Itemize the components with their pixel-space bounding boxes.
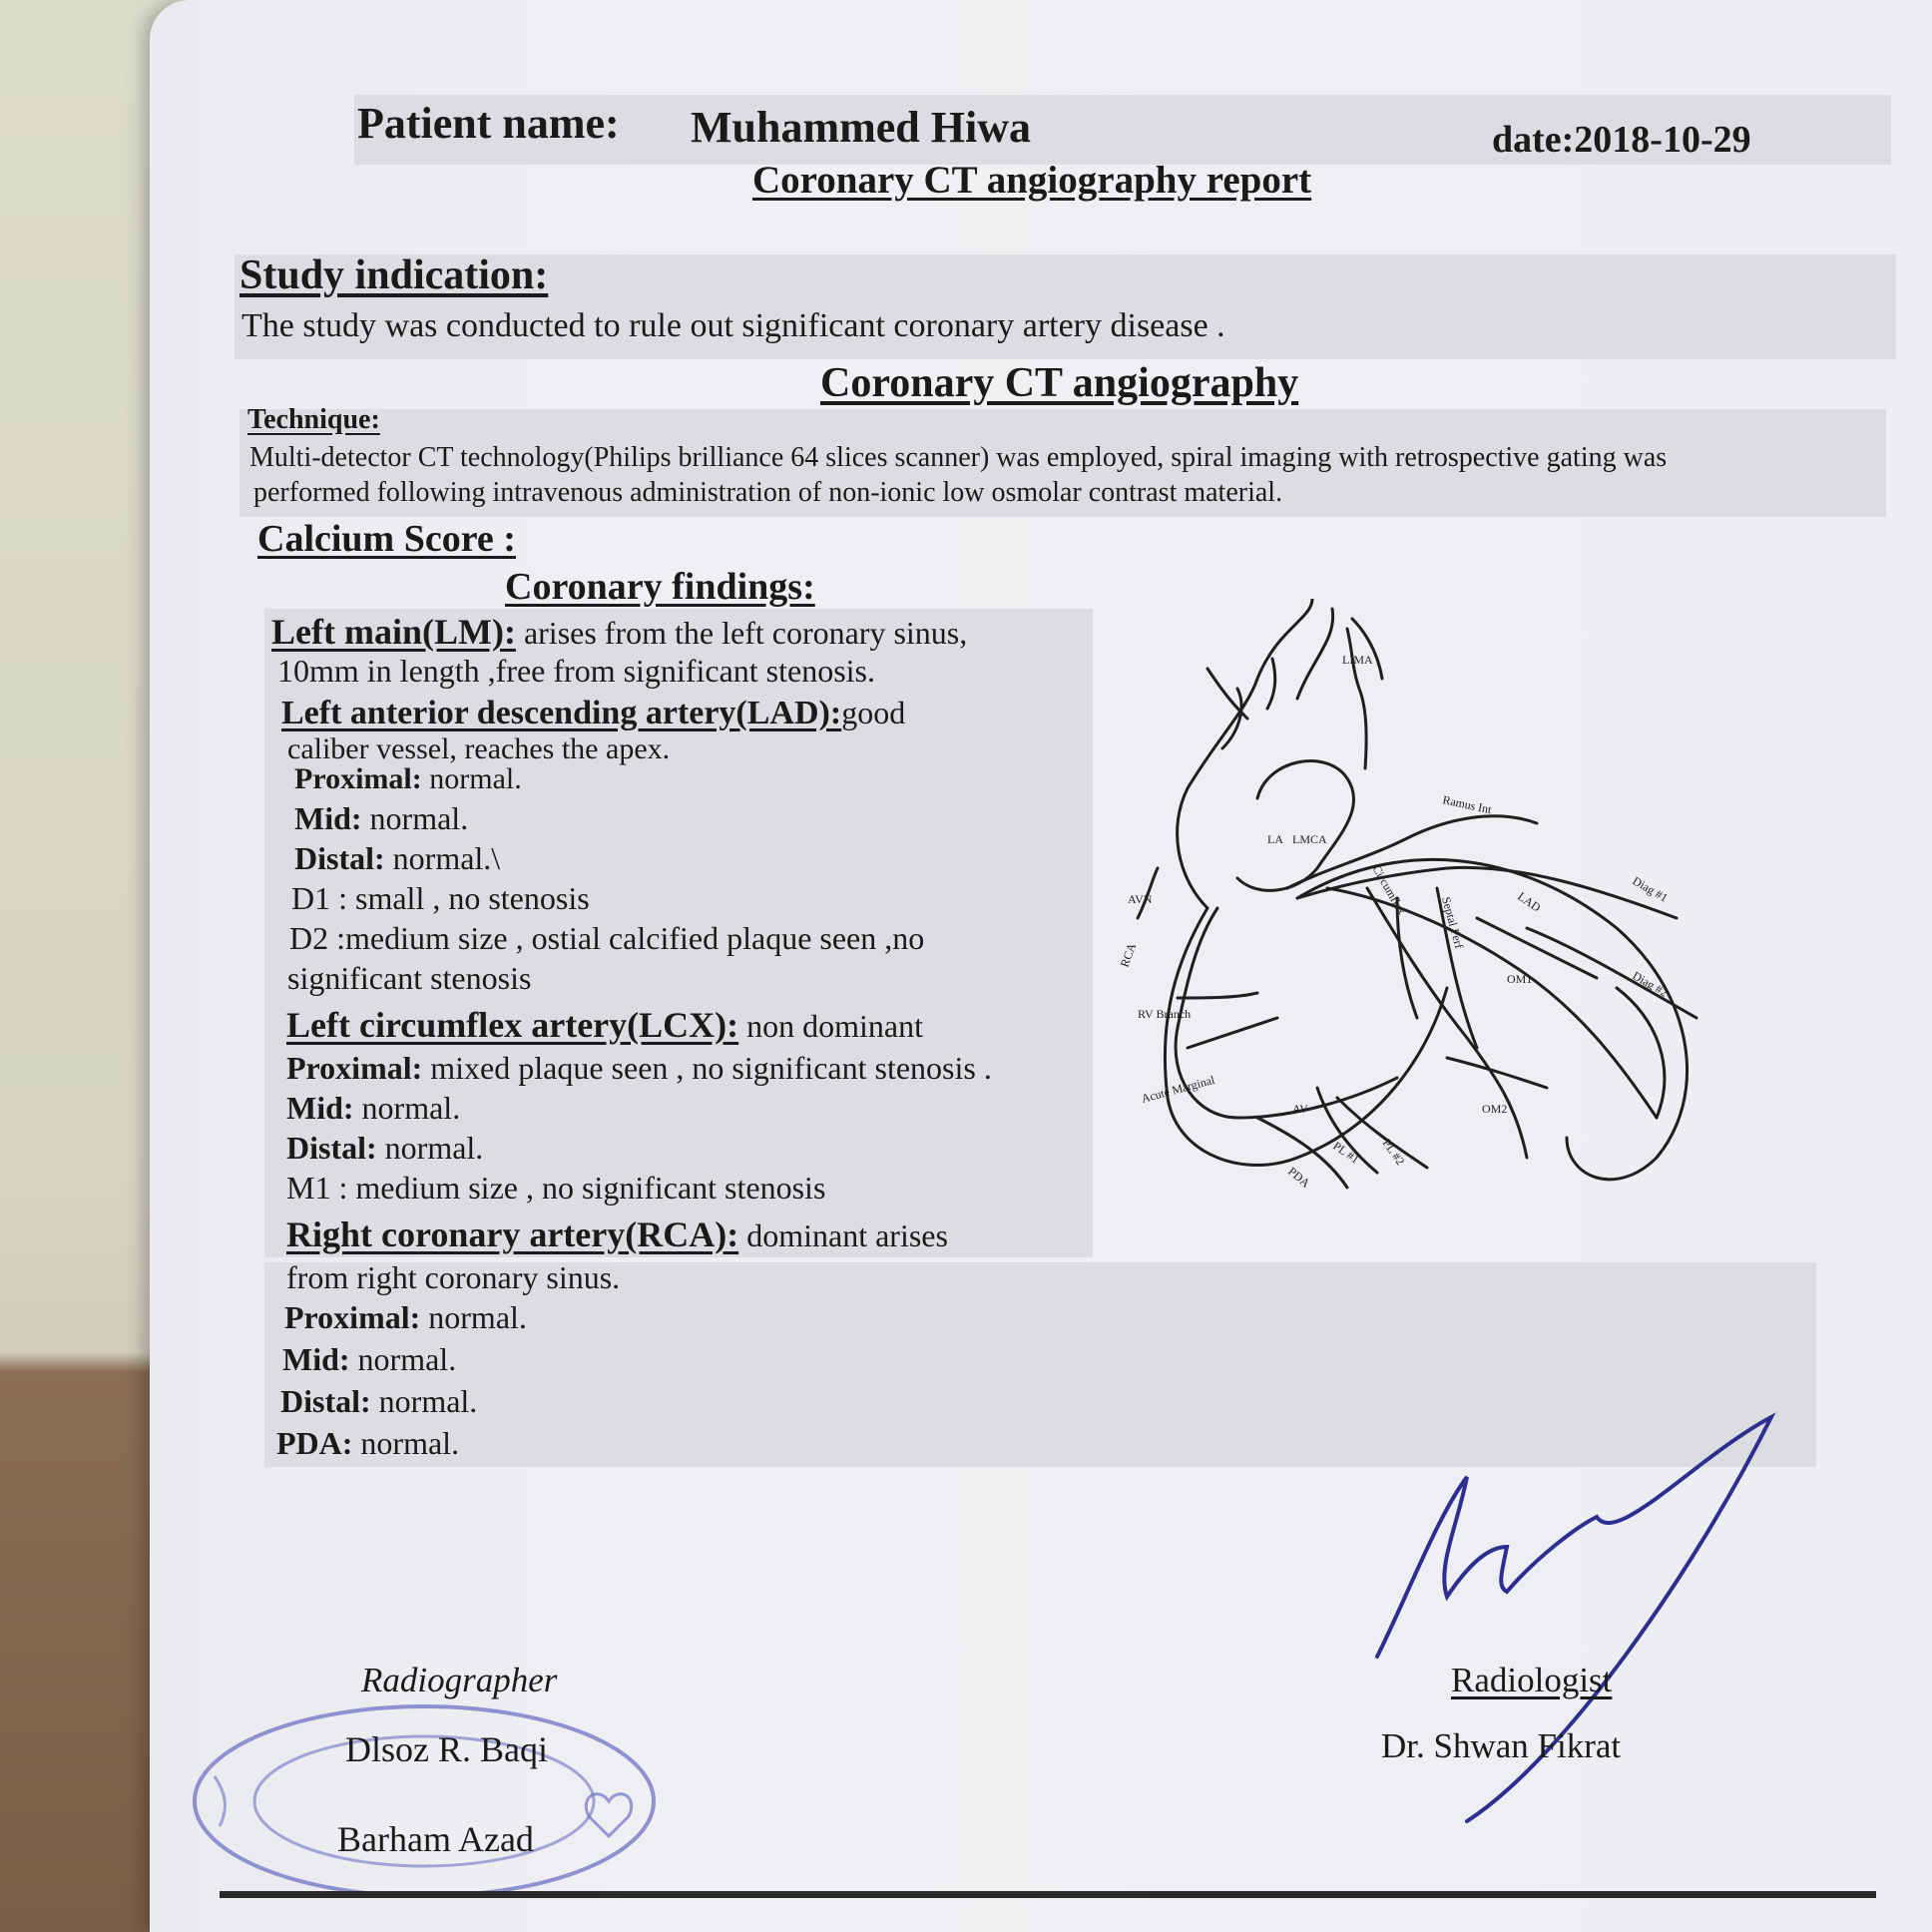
diagram-label-avn: AVN	[1128, 892, 1153, 906]
lcx-distal-value: normal.	[376, 1130, 484, 1166]
rca-proximal-key: Proximal:	[284, 1299, 421, 1335]
radiologist-signature	[1367, 1397, 1786, 1836]
patient-name: Muhammed Hiwa	[691, 103, 1031, 152]
radiographer-title: Radiographer	[361, 1661, 558, 1699]
technique-line-1: Multi-detector CT technology(Philips brilliance 64 slices scanner) was employed, spiral imaging with retrospective gating was	[249, 442, 1668, 473]
diagram-label-rca: RCA	[1117, 941, 1140, 970]
diagram-label-la: LA	[1267, 832, 1283, 846]
diagram-label-circumflex: Circumflex	[1369, 862, 1409, 917]
lad-mid-key: Mid:	[294, 800, 362, 836]
diagram-label-pda: PDA	[1285, 1164, 1313, 1191]
rca-mid-value: normal.	[349, 1341, 457, 1377]
lad-d1: D1 : small , no stenosis	[291, 880, 590, 916]
lad-d2-line-2: significant stenosis	[287, 960, 532, 996]
diagram-label-diag1: Diag #1	[1630, 873, 1671, 905]
lm-label: Left main(LM):	[271, 612, 516, 652]
lcx-proximal-value: mixed plaque seen , no significant stenosis .	[422, 1050, 992, 1086]
lad-line-2: caliber vessel, reaches the apex.	[287, 732, 671, 765]
lad-mid-value: normal.	[361, 800, 469, 836]
lad-proximal-key: Proximal:	[294, 762, 422, 795]
coronary-diagram	[1098, 599, 1736, 1237]
technique-heading: Technique:	[247, 404, 380, 435]
rca-pda-value: normal.	[352, 1425, 460, 1461]
lad-d2-line-1: D2 :medium size , ostial calcified plaque seen ,no	[289, 920, 925, 956]
diagram-label-lima: LIMA	[1342, 653, 1373, 667]
lcx-mid-key: Mid:	[286, 1090, 354, 1126]
lad-distal-value: normal.\	[384, 840, 501, 876]
rca-line-2: from right coronary sinus.	[286, 1259, 621, 1295]
rca-label: Right coronary artery(RCA):	[286, 1214, 739, 1254]
findings-heading: Coronary findings:	[505, 566, 815, 608]
diagram-label-ramus: Ramus Int	[1441, 792, 1493, 817]
footer-rule	[220, 1891, 1876, 1898]
diagram-label-av: AV	[1292, 1102, 1308, 1116]
diagram-label-rv-branch: RV Branch	[1138, 1007, 1192, 1021]
rca-mid-key: Mid:	[282, 1341, 350, 1377]
lad-proximal-value: normal.	[421, 762, 522, 795]
radiologist-title: Radiologist	[1451, 1661, 1613, 1699]
report-title: Coronary CT angiography report	[752, 159, 1312, 202]
section-title: Coronary CT angiography	[820, 360, 1299, 406]
rca-line-1: dominant arises	[738, 1217, 948, 1253]
diagram-label-lmca: LMCA	[1292, 832, 1327, 846]
diagram-label-lad: LAD	[1515, 888, 1544, 915]
lm-line-2: 10mm in length ,free from significant stenosis.	[277, 653, 875, 689]
lad-distal-key: Distal:	[294, 840, 385, 876]
lcx-line-1: non dominant	[738, 1008, 924, 1044]
diagram-label-om1: OM1	[1507, 972, 1533, 986]
patient-label: Patient name:	[357, 99, 620, 148]
lad-label: Left anterior descending artery(LAD):	[281, 695, 842, 731]
calcium-score: Calcium Score :	[257, 518, 516, 560]
lcx-mid-value: normal.	[353, 1090, 461, 1126]
diagram-label-acute-marginal: Acute Marginal	[1140, 1072, 1216, 1106]
indication-text: The study was conducted to rule out significant coronary artery disease .	[242, 307, 1225, 344]
diagram-label-om2: OM2	[1482, 1102, 1508, 1116]
lad-line-1: good	[841, 695, 906, 730]
radiologist-name: Dr. Shwan Fikrat	[1381, 1726, 1622, 1765]
lm-line-1: arises from the left coronary sinus,	[515, 615, 968, 651]
radiographer-name-2: Barham Azad	[337, 1819, 534, 1859]
radiographer-name-1: Dlsoz R. Baqi	[345, 1729, 548, 1769]
rca-proximal-value: normal.	[420, 1299, 527, 1335]
diagram-label-septal: Septal Perf	[1439, 895, 1467, 950]
lcx-distal-key: Distal:	[286, 1130, 377, 1166]
technique-line-2: performed following intravenous administration of non-ionic low osmolar contrast material.	[253, 477, 1283, 508]
indication-heading: Study indication:	[240, 252, 549, 298]
rca-pda-key: PDA:	[276, 1425, 353, 1461]
lcx-m1: M1 : medium size , no significant stenosis	[286, 1170, 826, 1206]
lcx-proximal-key: Proximal:	[286, 1050, 423, 1086]
lcx-label: Left circumflex artery(LCX):	[286, 1005, 739, 1045]
rca-distal-value: normal.	[370, 1383, 478, 1419]
diagram-label-pl1: PL #1	[1330, 1138, 1362, 1167]
diagram-label-pl2: PL #2	[1379, 1136, 1408, 1169]
diagram-label-diag2: Diag #2	[1630, 968, 1671, 1000]
report-date: date:2018-10-29	[1492, 119, 1751, 161]
rca-distal-key: Distal:	[280, 1383, 371, 1419]
